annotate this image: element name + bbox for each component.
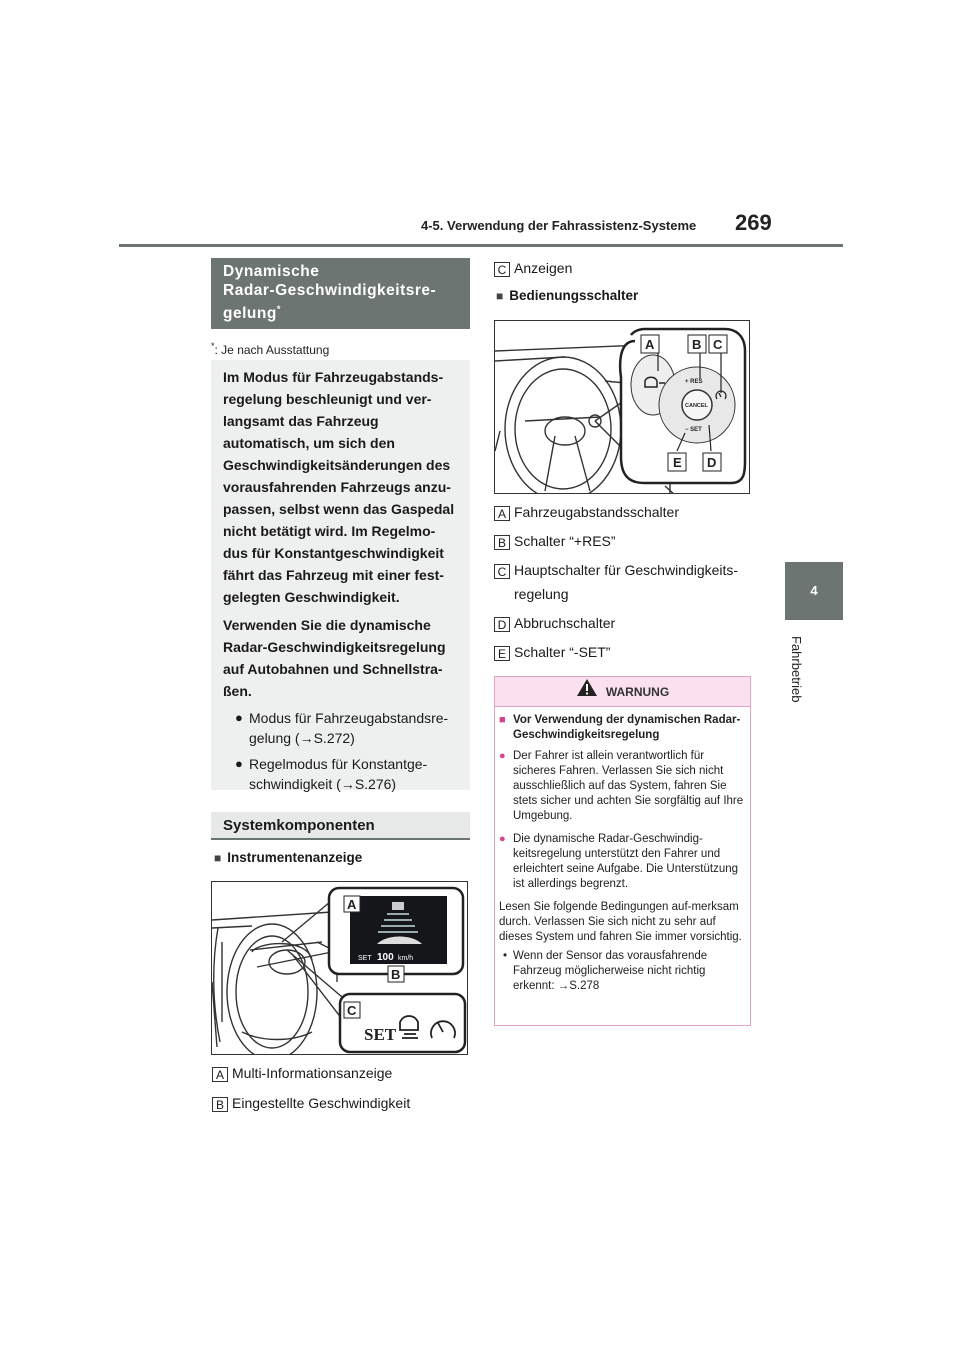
display-set: SET bbox=[358, 955, 372, 962]
legend-item: A Multi-Informationsanzeige bbox=[212, 1064, 392, 1082]
callout-c: C bbox=[713, 337, 723, 352]
switches-figure bbox=[494, 320, 750, 494]
intro-paragraph: Verwenden Sie die dynamische Radar-Geschwindigkeitsregelung auf Autobahnen und Schnellstra-ßen. bbox=[223, 617, 446, 699]
callout-a: A bbox=[645, 337, 655, 352]
section-heading: Systemkomponenten bbox=[211, 812, 470, 840]
warning-heading: ■ Vor Verwendung der dynamischen Radar-Geschwindigkeitsregelung bbox=[499, 713, 744, 743]
intro-box bbox=[211, 360, 470, 790]
instrument-illustration bbox=[212, 882, 468, 1055]
warning-header bbox=[495, 677, 750, 707]
intro-bullet: ● Modus für Fahrzeugabstandsre-gelung (→S.272) bbox=[223, 708, 460, 748]
legend-item: B Schalter “+RES” bbox=[494, 532, 616, 550]
set-indicator: SET bbox=[364, 1025, 397, 1044]
display-speed: 100 bbox=[377, 952, 394, 963]
footnote: *: Je nach Ausstattung bbox=[211, 341, 330, 357]
display-unit: km/h bbox=[398, 955, 414, 962]
warning-point: ● Der Fahrer ist allein verantwortlich für sicheres Fahren. Verlassen Sie sich nicht ausschließlich auf das System, fahren Sie stets sicher und achten Sie sorgfältig auf Ihre Umgebung. bbox=[499, 749, 744, 824]
instrument-heading: ■ Instrumentenanzeige bbox=[214, 850, 362, 865]
legend-item: E Schalter “-SET” bbox=[494, 643, 610, 661]
callout-e: E bbox=[673, 455, 682, 470]
instrument-figure bbox=[211, 881, 468, 1055]
legend-item: C Hauptschalter für Geschwindigkeits- regelung bbox=[494, 561, 738, 603]
res-label: + RES bbox=[685, 379, 703, 385]
header-divider bbox=[119, 244, 843, 247]
legend-item: B Eingestellte Geschwindigkeit bbox=[212, 1094, 410, 1112]
warning-point: ● Die dynamische Radar-Geschwindig-keitsregelung unterstützt den Fahrer und erleichtert seine Aufgabe. Die Unterstützung ist allerdings begrenzt. bbox=[499, 832, 744, 892]
switches-heading: ■ Bedienungsschalter bbox=[496, 288, 638, 303]
chapter-label: Fahrbetrieb bbox=[789, 636, 804, 703]
warning-icon bbox=[576, 678, 598, 708]
warning-title: WARNUNG bbox=[605, 685, 670, 699]
warning-bullet: • Wenn der Sensor das vorausfahrende Fahrzeug möglicherweise nicht richtig erkennt: →S.278 bbox=[499, 949, 744, 994]
intro-paragraph: Im Modus für Fahrzeugabstands-regelung beschleunigt und ver-langsamt das Fahrzeug automatisch, um sich den Geschwindigkeitsänderungen des vorausfahrenden Fahrzeugs anzu-passen, selbst wenn das Gaspedal nicht betätigt wird. Im Regelmo-dus für Konstantgeschwindigkeit fährt das Fahrzeug mit einer fest-gelegten Geschwindigkeit. bbox=[223, 369, 455, 605]
page-number: 269 bbox=[735, 210, 772, 235]
chapter-tab[interactable]: 4 bbox=[785, 562, 843, 620]
legend-item: A Fahrzeugabstandsschalter bbox=[494, 503, 679, 521]
page-title: Dynamische Radar-Geschwindigkeitsre- gelung* bbox=[211, 258, 470, 329]
callout-b: B bbox=[391, 967, 401, 982]
callout-d: D bbox=[707, 455, 717, 470]
set-label: − SET bbox=[685, 427, 702, 433]
legend-item: C Anzeigen bbox=[494, 259, 572, 277]
cancel-label: CANCEL bbox=[685, 403, 708, 409]
callout-c: C bbox=[347, 1003, 357, 1018]
section-title: 4-5. Verwendung der Fahrassistenz-Systeme bbox=[421, 218, 697, 233]
switches-illustration bbox=[495, 321, 750, 494]
callout-a: A bbox=[347, 897, 357, 912]
callout-b: B bbox=[692, 337, 702, 352]
intro-bullet: ● Regelmodus für Konstantge-schwindigkeit (→S.276) bbox=[223, 754, 460, 794]
warning-box bbox=[494, 676, 751, 1026]
legend-item: D Abbruchschalter bbox=[494, 614, 615, 632]
warning-text: Lesen Sie folgende Bedingungen auf-merksam durch. Verlassen Sie sich nicht zu sehr auf dieses System und fahren Sie immer vorsichtig. bbox=[499, 901, 742, 943]
